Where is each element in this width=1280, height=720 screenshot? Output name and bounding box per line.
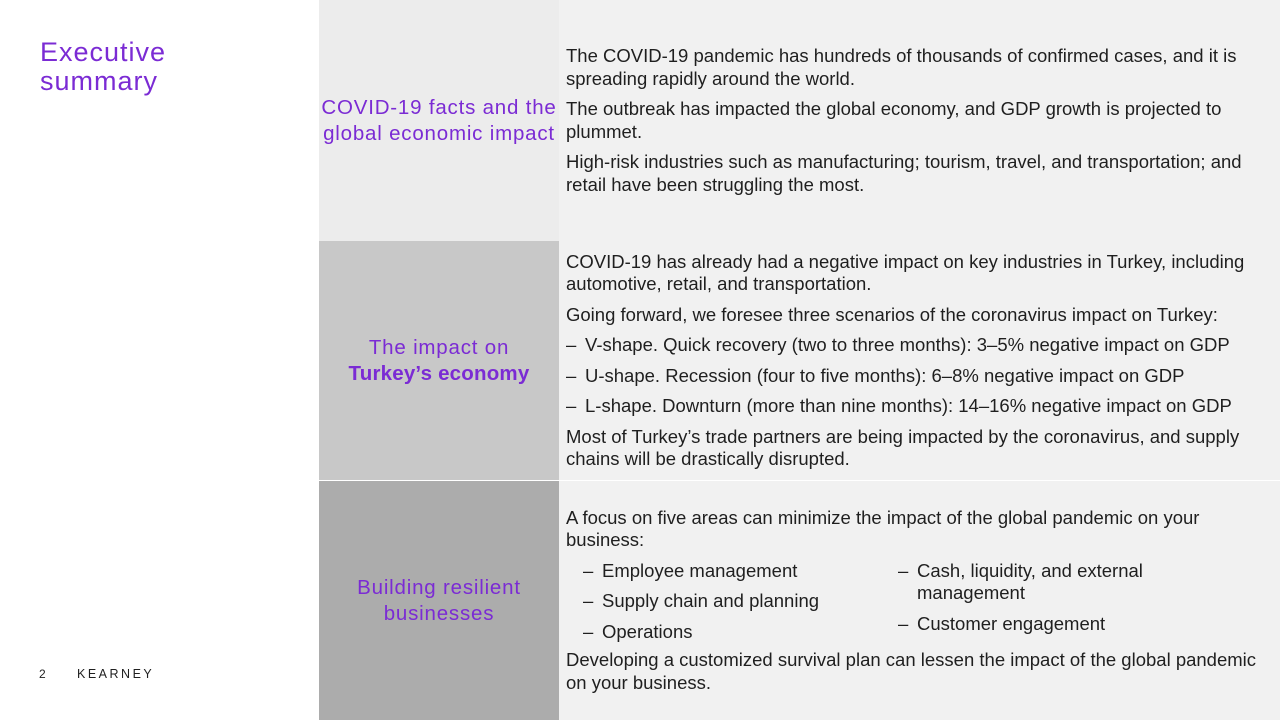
dash: – — [583, 559, 594, 581]
dash: – — [566, 334, 577, 355]
section-label-regular: The impact on — [368, 336, 510, 359]
focus-area-item — [898, 613, 1253, 636]
focus-area-item — [583, 590, 881, 613]
scenario-item — [566, 365, 1273, 388]
section-resilient-businesses — [319, 481, 1280, 720]
dash: – — [583, 620, 594, 642]
paragraph: A focus on five areas can minimize the impact of the global pandemic on your business: — [566, 506, 1200, 551]
focus-areas-left — [566, 560, 881, 644]
section-content — [559, 481, 1280, 720]
focus-area-item — [898, 560, 1253, 605]
scenario-text: L-shape. Downturn (more than nine months): 14–16% negative impact on GDP — [585, 395, 1232, 416]
focus-area-text: Customer engagement — [917, 612, 1106, 634]
focus-areas-right — [881, 560, 1273, 644]
footer — [39, 667, 154, 681]
dash: – — [898, 559, 909, 581]
paragraph: Developing a customized survival plan can lessen the impact of the global pandemic on your business. — [566, 649, 1257, 693]
paragraph: The COVID-19 pandemic has hundreds of thousands of confirmed cases, and it is spreading rapidly around the world. — [566, 45, 1237, 89]
section-label-text: COVID-19 facts and the global economic impact — [321, 96, 557, 145]
section-covid-facts — [319, 0, 1280, 241]
dash: – — [566, 395, 577, 416]
section-content — [559, 0, 1280, 241]
focus-area-text: Operations — [602, 620, 693, 642]
paragraph: COVID-19 has already had a negative impact on key industries in Turkey, including automotive, retail, and transportation. — [566, 250, 1245, 294]
focus-area-text: Cash, liquidity, and external management — [917, 559, 1143, 604]
dash: – — [583, 590, 594, 612]
paragraph: Going forward, we foresee three scenarios of the coronavirus impact on Turkey: — [566, 303, 1218, 325]
scenario-text: V-shape. Quick recovery (two to three months): 3–5% negative impact on GDP — [585, 334, 1230, 355]
section-label-text: Building resilient businesses — [357, 576, 521, 625]
scenario-text: U-shape. Recession (four to five months): 6–8% negative impact on GDP — [585, 364, 1185, 386]
section-label — [319, 241, 559, 480]
section-label-text — [349, 335, 530, 386]
paragraph: High-risk industries such as manufacturing; tourism, travel, and transportation; and retail have been struggling the most. — [566, 151, 1242, 195]
section-turkey-economy — [319, 241, 1280, 480]
section-content — [559, 241, 1280, 480]
section-label — [319, 0, 559, 241]
focus-area-text: Supply chain and planning — [602, 590, 820, 612]
scenario-item — [566, 395, 1273, 418]
brand-logo: KEARNEY — [77, 667, 155, 681]
section-label — [319, 481, 559, 720]
page-number: 2 — [39, 667, 46, 681]
dash: – — [898, 612, 909, 634]
focus-area-item — [583, 560, 881, 583]
scenario-item — [566, 334, 1273, 357]
paragraph: The outbreak has impacted the global economy, and GDP growth is projected to plummet. — [566, 98, 1222, 142]
focus-area-item — [583, 621, 881, 644]
focus-areas — [566, 560, 1273, 644]
paragraph: Most of Turkey’s trade partners are being impacted by the coronavirus, and supply chains will be drastically disrupted. — [566, 425, 1240, 469]
focus-area-text: Employee management — [602, 559, 798, 581]
section-label-bold: Turkey’s economy — [348, 361, 530, 385]
page-title: Executive summary — [40, 37, 167, 96]
dash: – — [566, 364, 577, 386]
